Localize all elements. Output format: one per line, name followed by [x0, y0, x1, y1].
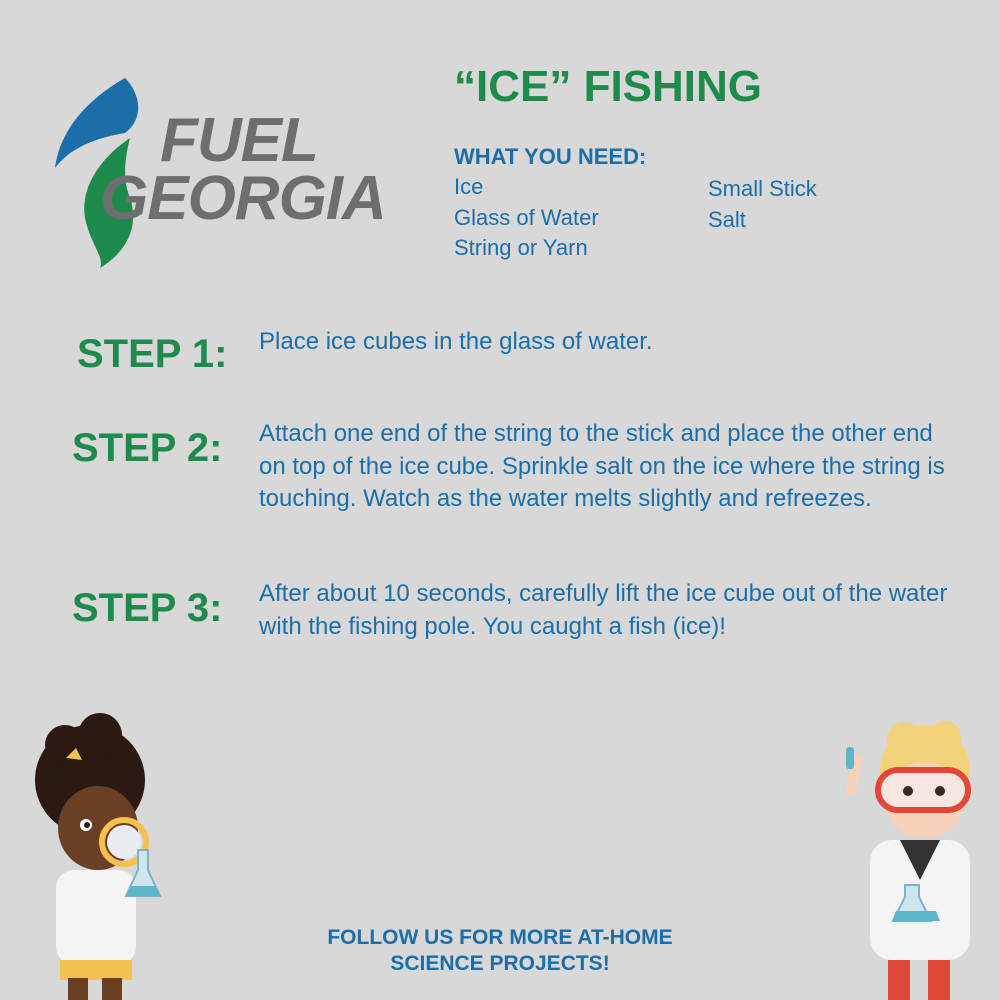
fuel-georgia-logo-text [100, 106, 386, 233]
step-3-text: After about 10 seconds, carefully lift the ice cube out of the water with the fishing pole. You caught a fish (ice)! [259, 580, 948, 640]
step-2-text: Attach one end of the string to the stick and place the other end on top of the ice cube. Sprinkle salt on the ice where the string is touching. Watch as the water melts slightly and refreezes. [259, 420, 945, 512]
footer-line-2: SCIENCE PROJECTS! [390, 952, 610, 975]
need-item-ice: Ice [454, 174, 484, 199]
step-3-label: STEP 3: [72, 586, 223, 630]
girl-scientist-illustration [20, 710, 210, 1000]
step-2-label: STEP 2: [72, 426, 223, 470]
footer-call-to-action [250, 925, 750, 977]
need-item-string-or-yarn: String or Yarn [454, 235, 588, 260]
boy-scientist-illustration [830, 715, 1000, 1000]
needs-list-left [454, 172, 599, 264]
step-1-text: Place ice cubes in the glass of water. [259, 328, 653, 355]
footer-line-1: FOLLOW US FOR MORE AT-HOME [327, 926, 673, 949]
page-title: “ICE” FISHING [454, 62, 763, 111]
need-item-salt: Salt [708, 206, 746, 232]
needs-list-right [708, 174, 817, 235]
need-item-glass-of-water: Glass of Water [454, 204, 599, 230]
step-1-label: STEP 1: [77, 332, 228, 376]
what-you-need-heading: WHAT YOU NEED: [454, 144, 647, 169]
logo-fuel-text: FUEL [160, 106, 318, 175]
need-item-small-stick: Small Stick [708, 176, 817, 201]
logo-georgia-text: GEORGIA [100, 164, 386, 233]
